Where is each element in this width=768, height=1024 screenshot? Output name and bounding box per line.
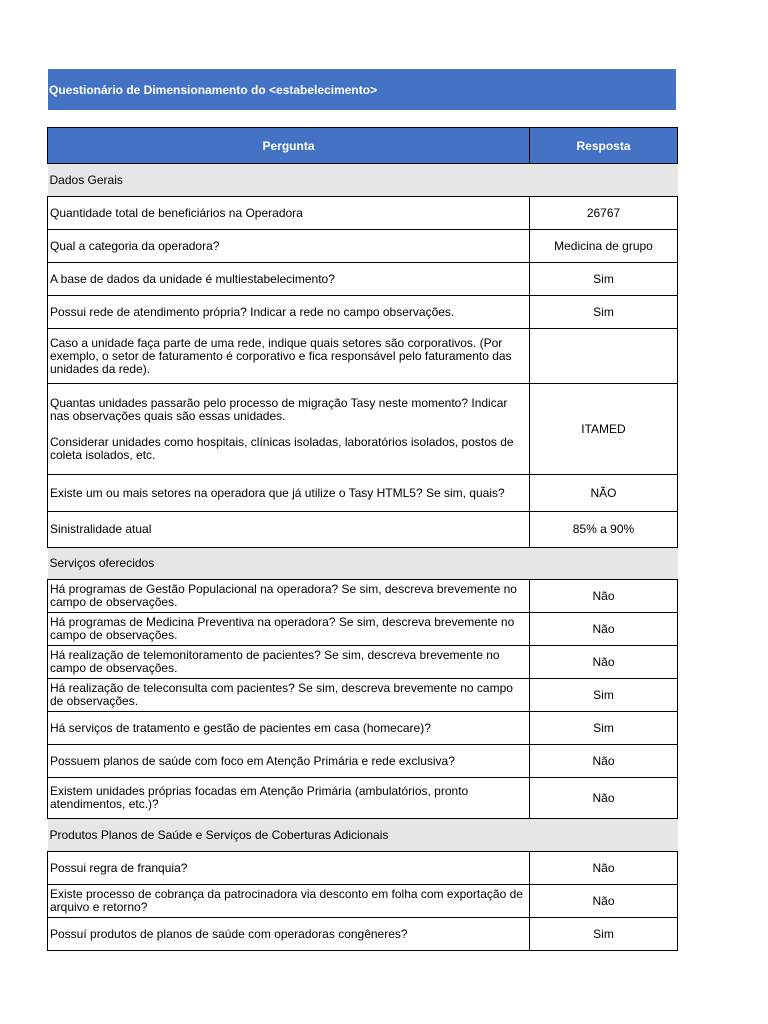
table-row [48, 712, 678, 745]
answer-cell[interactable]: Medicina de grupo [530, 230, 678, 263]
question-cell[interactable]: Qual a categoria da operadora? [48, 230, 530, 263]
table-row [48, 852, 678, 885]
question-cell[interactable]: Há programas de Gestão Populacional na operadora? Se sim, descreva brevemente no campo de observações. [48, 580, 530, 613]
table-row [48, 230, 678, 263]
section-row [48, 164, 678, 197]
answer-cell[interactable]: Não [530, 646, 678, 679]
table-row [48, 263, 678, 296]
table-row [48, 885, 678, 918]
question-cell[interactable]: Quantidade total de beneficiários na Operadora [48, 197, 530, 230]
answer-cell[interactable] [530, 329, 678, 384]
question-cell[interactable] [48, 384, 530, 475]
answer-cell[interactable]: Não [530, 852, 678, 885]
section-title: Serviços oferecidos [48, 548, 678, 580]
table-row [48, 329, 678, 384]
question-cell[interactable]: Possui regra de franquia? [48, 852, 530, 885]
question-cell[interactable]: Possui rede de atendimento própria? Indicar a rede no campo observações. [48, 296, 530, 329]
answer-cell[interactable]: Não [530, 885, 678, 918]
answer-cell[interactable]: Sim [530, 263, 678, 296]
question-cell[interactable]: A base de dados da unidade é multiestabelecimento? [48, 263, 530, 296]
table-row [48, 613, 678, 646]
answer-cell[interactable]: Não [530, 613, 678, 646]
table-row [48, 646, 678, 679]
table-header-row [48, 128, 678, 164]
answer-cell[interactable]: Sim [530, 679, 678, 712]
question-cell[interactable]: Caso a unidade faça parte de uma rede, indique quais setores são corporativos. (Por exemplo, o setor de faturamento é corporativo e fica responsável pelo faturamento das unidades da rede). [48, 329, 530, 384]
table-row [48, 296, 678, 329]
answer-cell[interactable]: 26767 [530, 197, 678, 230]
question-cell[interactable]: Há programas de Medicina Preventiva na operadora? Se sim, descreva brevemente no campo de observações. [48, 613, 530, 646]
table-row [48, 580, 678, 613]
questionnaire-table [47, 127, 678, 951]
answer-cell[interactable]: Sim [530, 296, 678, 329]
table-row [48, 918, 678, 951]
section-title: Produtos Planos de Saúde e Serviços de Coberturas Adicionais [48, 819, 678, 852]
table-row [48, 778, 678, 819]
answer-cell[interactable]: ITAMED [530, 384, 678, 475]
question-note: Considerar unidades como hospitais, clínicas isoladas, laboratórios isolados, postos de coleta isolados, etc. [50, 434, 514, 462]
question-cell[interactable]: Possuí produtos de planos de saúde com operadoras congêneres? [48, 918, 530, 951]
section-title: Dados Gerais [48, 164, 678, 197]
table-row [48, 197, 678, 230]
table-row [48, 384, 678, 475]
question-cell[interactable]: Há serviços de tratamento e gestão de pacientes em casa (homecare)? [48, 712, 530, 745]
table-row [48, 512, 678, 548]
question-cell[interactable]: Existe processo de cobrança da patrocinadora via desconto em folha com exportação de arquivo e retorno? [48, 885, 530, 918]
table-row [48, 475, 678, 512]
answer-cell[interactable]: Não [530, 745, 678, 778]
question-cell[interactable]: Sinistralidade atual [48, 512, 530, 548]
answer-cell[interactable]: NÃO [530, 475, 678, 512]
answer-cell[interactable]: Sim [530, 712, 678, 745]
question-text: Quantas unidades passarão pelo processo de migração Tasy neste momento? Indicar nas observações quais são essas unidades. [50, 395, 508, 423]
table-row [48, 679, 678, 712]
table-row [48, 745, 678, 778]
answer-cell[interactable]: Não [530, 778, 678, 819]
question-cell[interactable]: Existe um ou mais setores na operadora que já utilize o Tasy HTML5? Se sim, quais? [48, 475, 530, 512]
section-row [48, 819, 678, 852]
section-row [48, 548, 678, 580]
answer-cell[interactable]: 85% a 90% [530, 512, 678, 548]
column-header-question: Pergunta [48, 128, 530, 164]
answer-cell[interactable]: Sim [530, 918, 678, 951]
question-cell[interactable]: Possuem planos de saúde com foco em Atenção Primária e rede exclusiva? [48, 745, 530, 778]
answer-cell[interactable]: Não [530, 580, 678, 613]
question-cell[interactable]: Há realização de telemonitoramento de pacientes? Se sim, descreva brevemente no campo de observações. [48, 646, 530, 679]
column-header-answer: Resposta [530, 128, 678, 164]
question-cell[interactable]: Há realização de teleconsulta com pacientes? Se sim, descreva brevemente no campo de observações. [48, 679, 530, 712]
sheet-title: Questionário de Dimensionamento do <estabelecimento> [48, 69, 676, 110]
question-cell[interactable]: Existem unidades próprias focadas em Atenção Primária (ambulatórios, pronto atendimentos, etc.)? [48, 778, 530, 819]
